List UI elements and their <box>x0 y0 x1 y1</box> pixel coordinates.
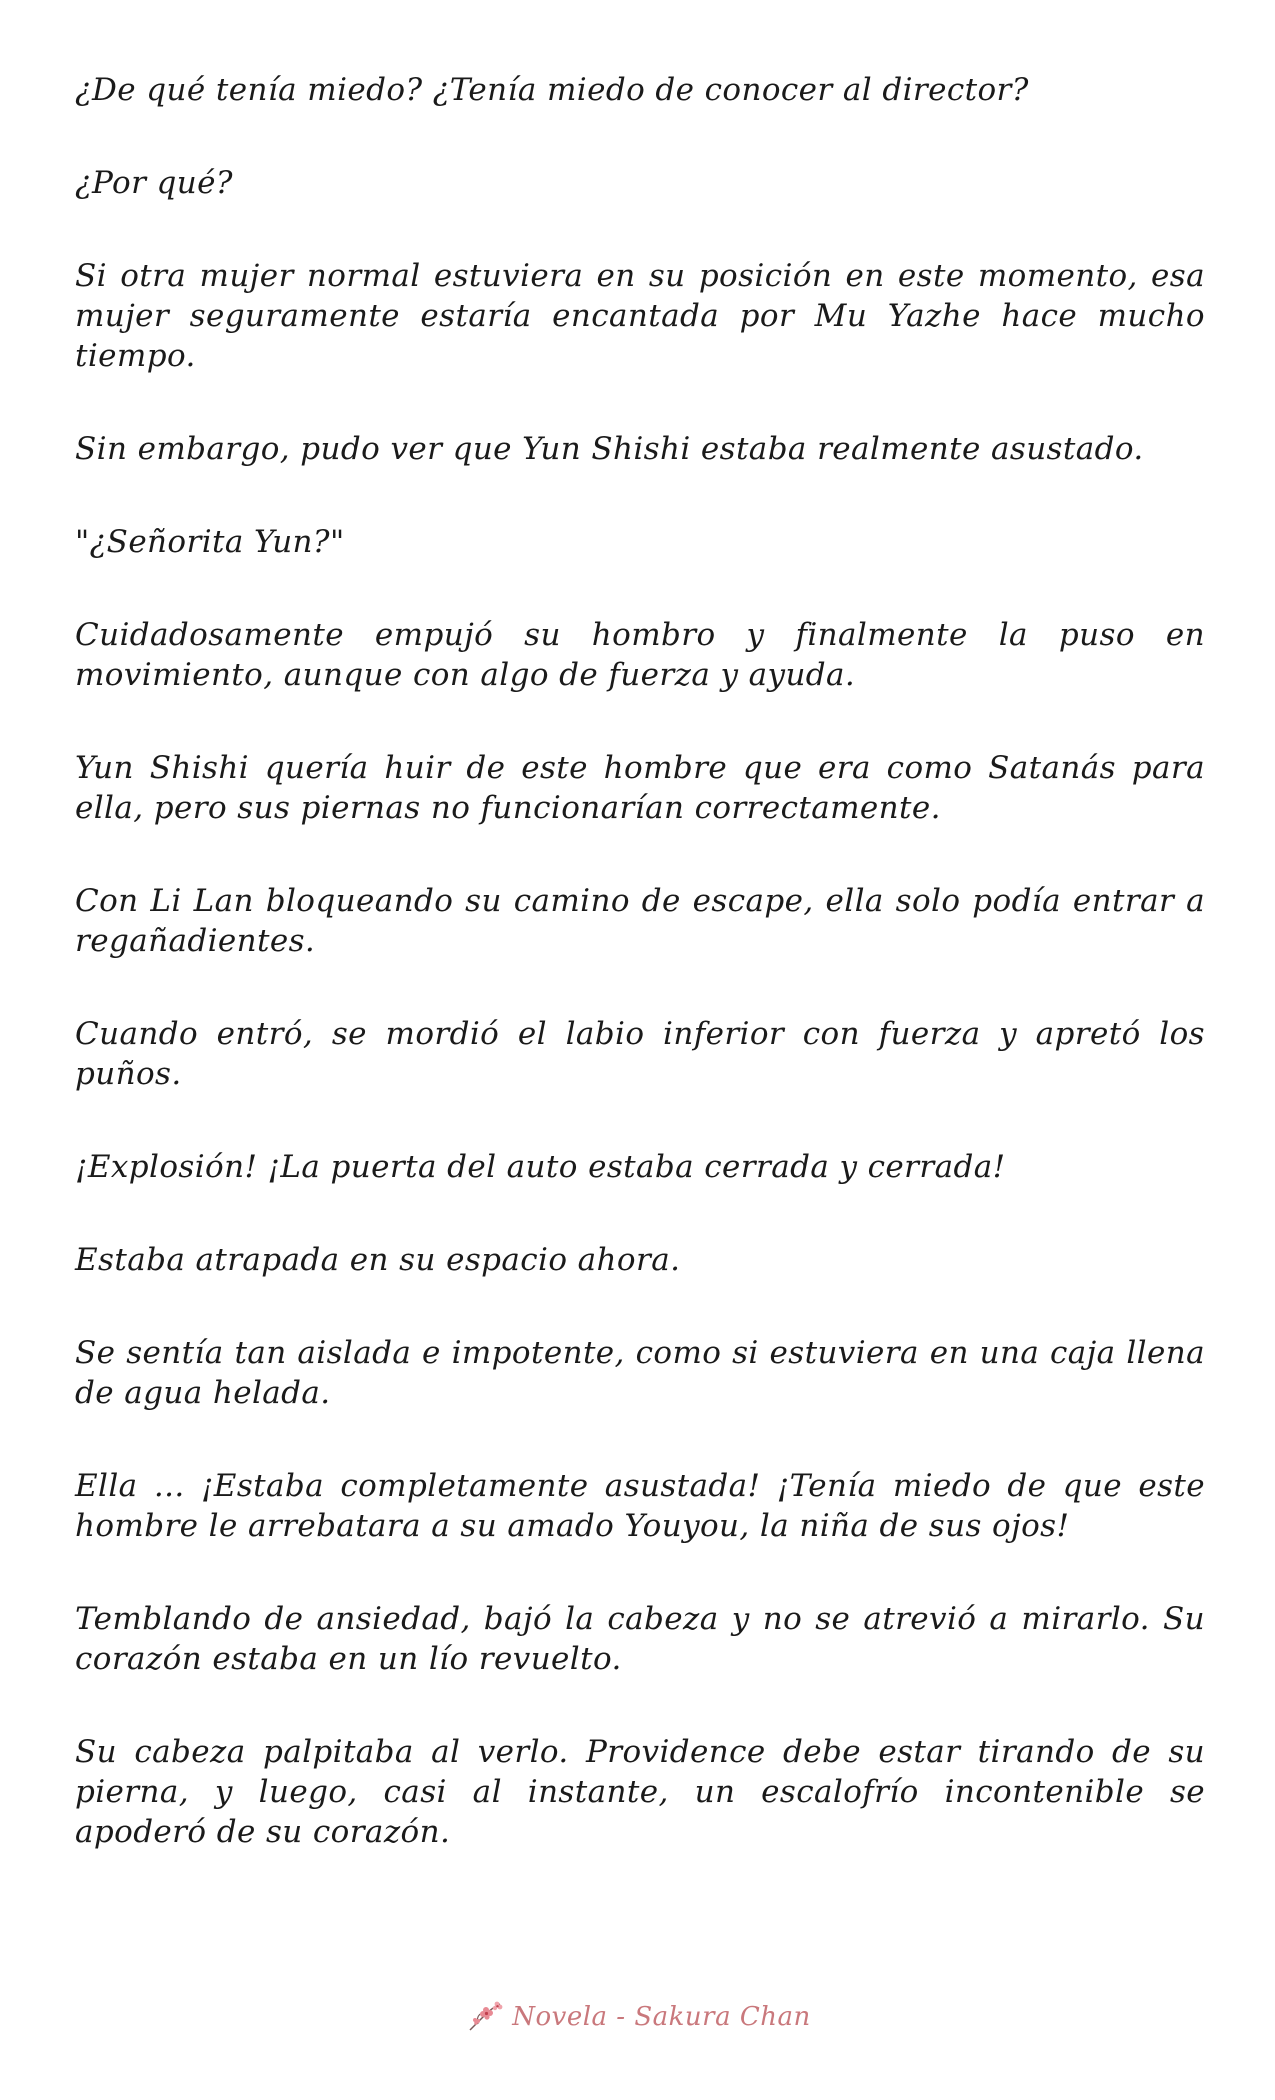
paragraph: Cuando entró, se mordió el labio inferior con fuerza y apretó los puños. <box>75 1016 1205 1092</box>
paragraph: Cuidadosamente empujó su hombro y finalmente la puso en movimiento, aunque con algo de fuerza y ayuda. <box>75 617 1205 693</box>
paragraph: "¿Señorita Yun?" <box>75 524 345 560</box>
footer-watermark <box>0 1992 1275 2042</box>
paragraph: ¿De qué tenía miedo? ¿Tenía miedo de conocer al director? <box>75 72 1029 108</box>
paragraph: Yun Shishi quería huir de este hombre que era como Satanás para ella, pero sus piernas no funcionarían correctamente. <box>75 750 1205 826</box>
paragraph: Sin embargo, pudo ver que Yun Shishi estaba realmente asustado. <box>75 431 1144 467</box>
sakura-flower-icon <box>464 1996 506 2038</box>
footer-text: Novela - Sakura Chan <box>512 2002 811 2032</box>
paragraph: Con Li Lan bloqueando su camino de escape, ella solo podía entrar a regañadientes. <box>75 883 1205 959</box>
paragraph: Su cabeza palpitaba al verlo. Providence debe estar tirando de su pierna, y luego, casi al instante, un escalofrío incontenible se apoderó de su corazón. <box>75 1734 1205 1850</box>
paragraph: ¡Explosión! ¡La puerta del auto estaba cerrada y cerrada! <box>75 1149 1006 1185</box>
paragraph: ¿Por qué? <box>75 165 233 201</box>
paragraph: Temblando de ansiedad, bajó la cabeza y no se atrevió a mirarlo. Su corazón estaba en un lío revuelto. <box>75 1601 1205 1677</box>
paragraph: Ella ... ¡Estaba completamente asustada! ¡Tenía miedo de que este hombre le arrebatara a su amado Youyou, la niña de sus ojos! <box>75 1468 1205 1544</box>
paragraph: Si otra mujer normal estuviera en su posición en este momento, esa mujer seguramente estaría encantada por Mu Yazhe hace mucho tiempo. <box>75 258 1205 374</box>
paragraph: Se sentía tan aislada e impotente, como si estuviera en una caja llena de agua helada. <box>75 1335 1205 1411</box>
paragraph: Estaba atrapada en su espacio ahora. <box>75 1242 681 1278</box>
document-body <box>75 70 1205 1905</box>
